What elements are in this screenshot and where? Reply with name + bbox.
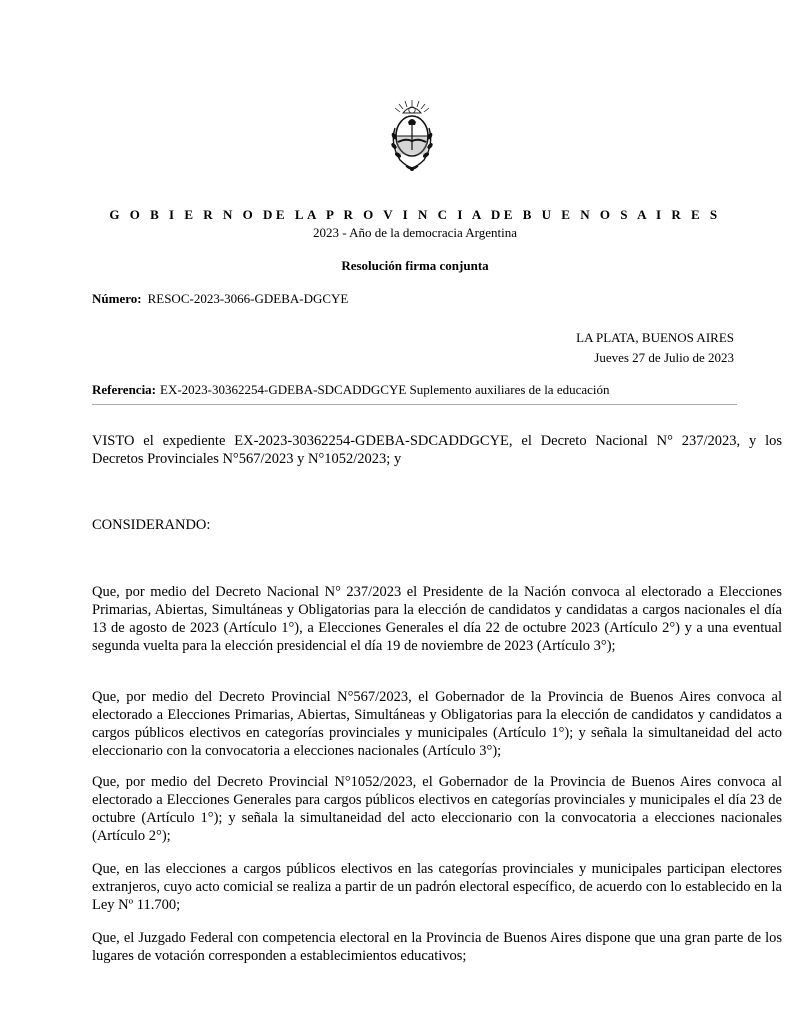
- place-date: [576, 328, 734, 368]
- numero-label: Número:: [92, 291, 142, 306]
- body-paragraph: Que, el Juzgado Federal con competencia electoral en la Provincia de Buenos Aires dispone que una gran parte de los lugares de votación corresponden a establecimientos educativos;: [92, 930, 782, 964]
- reference: [92, 382, 610, 398]
- resolution-number: [92, 291, 348, 307]
- reference-value: EX-2023-30362254-GDEBA-SDCADDGCYE Suplemento auxiliares de la educación: [160, 382, 610, 397]
- body-paragraph: Que, por medio del Decreto Provincial N°567/2023, el Gobernador de la Provincia de Buenos Aires convoca al electorado a Elecciones Primarias, Abiertas, Simultáneas y Obligatorias para la elección de candidatos y candidatos a cargos públicos electivos en categorías provinciales y municipales (Artículo 1°); y señala la simultaneidad del acto eleccionario con la convocatoria a elecciones nacionales (Artículo 3°);: [92, 689, 782, 759]
- government-heading: G O B I E R N O DE LA P R O V I N C I A DE B U E N O S A I R E S: [109, 207, 721, 222]
- resolution-title: Resolución firma conjunta: [341, 258, 489, 273]
- coat-of-arms-seal: [386, 98, 438, 174]
- year-motto: 2023 - Año de la democracia Argentina: [312, 225, 518, 240]
- header-divider: [92, 404, 737, 405]
- visto-paragraph: VISTO el expediente EX-2023-30362254-GDEBA-SDCADDGCYE, el Decreto Nacional N° 237/2023, y los Decretos Provinciales N°567/2023 y N°1052/2023; y: [92, 433, 782, 467]
- place: LA PLATA, BUENOS AIRES: [576, 330, 734, 345]
- numero-value: RESOC-2023-3066-GDEBA-DGCYE: [147, 291, 349, 306]
- body-paragraph: Que, en las elecciones a cargos públicos electivos en las categorías provinciales y municipales participan electores extranjeros, cuyo acto comicial se realiza a partir de un padrón electoral específico, de acuerdo con lo establecido en la Ley Nº 11.700;: [92, 861, 782, 913]
- reference-label: Referencia:: [92, 382, 157, 397]
- considerando-heading: CONSIDERANDO:: [92, 517, 211, 533]
- body-paragraph: Que, por medio del Decreto Nacional N° 237/2023 el Presidente de la Nación convoca al electorado a Elecciones Primarias, Abiertas, Simultáneas y Obligatorias para la elección de candidatos y candidatas a cargos nacionales el día 13 de agosto de 2023 (Artículo 1°), a Elecciones Generales el día 22 de octubre 2023 (Artículo 2°) y a una eventual segunda vuelta para la elección presidencial el día 19 de noviembre de 2023 (Artículo 3°);: [92, 584, 782, 654]
- date: Jueves 27 de Julio de 2023: [594, 350, 734, 365]
- body-paragraph: Que, por medio del Decreto Provincial N°1052/2023, el Gobernador de la Provincia de Buenos Aires convoca al electorado a Elecciones Generales para cargos públicos electivos en categorías provinciales y municipales el día 23 de octubre (Artículo 1°); y señala la simultaneidad del acto eleccionario con la convocatoria a elecciones nacionales (Artículo 2°);: [92, 774, 782, 844]
